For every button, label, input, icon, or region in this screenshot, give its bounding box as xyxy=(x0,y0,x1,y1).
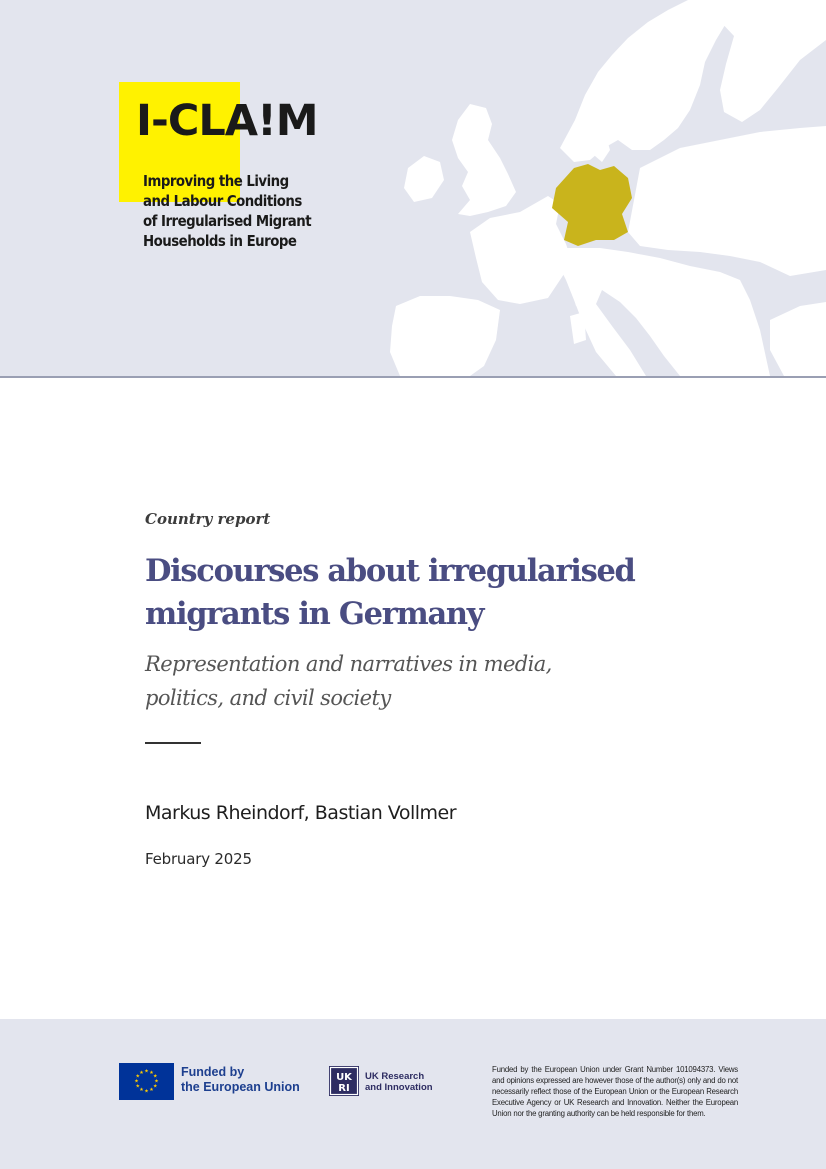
report-title xyxy=(145,550,705,636)
svg-text:★: ★ xyxy=(152,1073,158,1080)
svg-text:★: ★ xyxy=(149,1087,154,1094)
svg-text:★: ★ xyxy=(144,1088,149,1095)
ukri-mark-text-bottom: RI xyxy=(338,1083,350,1094)
eu-stars-icon xyxy=(119,1063,174,1100)
ukri-label xyxy=(365,1071,433,1093)
svg-text:★: ★ xyxy=(139,1087,144,1094)
ukri-label-line: UK Research xyxy=(365,1071,425,1082)
svg-text:★: ★ xyxy=(154,1078,159,1085)
ukri-logo-icon xyxy=(329,1066,359,1096)
publication-date: February 2025 xyxy=(145,850,252,868)
report-title-line: migrants in Germany xyxy=(145,596,484,632)
ukri-mark-icon xyxy=(329,1066,359,1096)
eu-funding-line: the European Union xyxy=(181,1080,300,1094)
report-type: Country report xyxy=(145,510,271,528)
svg-text:★: ★ xyxy=(144,1068,149,1075)
map-ireland xyxy=(404,156,444,202)
map-finland xyxy=(700,0,826,122)
logo-tagline-line: and Labour Conditions xyxy=(143,192,302,210)
svg-text:★: ★ xyxy=(152,1083,158,1090)
logo-tagline-line: of Irregularised Migrant xyxy=(143,212,312,230)
header-divider xyxy=(0,376,826,378)
svg-text:★: ★ xyxy=(149,1069,154,1076)
report-subtitle-line: politics, and civil society xyxy=(145,686,391,710)
map-eastern-europe xyxy=(628,126,826,276)
logo-tagline xyxy=(143,171,311,251)
svg-text:★: ★ xyxy=(134,1078,139,1085)
eu-funding-label xyxy=(181,1065,300,1095)
i-claim-logo xyxy=(119,82,318,257)
map-turkey xyxy=(770,302,826,376)
header-band xyxy=(0,0,826,376)
map-great-britain xyxy=(452,104,516,216)
svg-text:★: ★ xyxy=(135,1083,141,1090)
map-germany xyxy=(552,164,632,246)
authors: Markus Rheindorf, Bastian Vollmer xyxy=(145,802,457,824)
svg-text:★: ★ xyxy=(135,1073,141,1080)
logo-tagline-line: Households in Europe xyxy=(143,232,297,250)
svg-text:★: ★ xyxy=(139,1069,144,1076)
report-title-line: Discourses about irregularised xyxy=(145,553,635,589)
title-divider xyxy=(145,742,201,744)
ukri-mark-text-top: UK xyxy=(336,1072,352,1083)
map-central-europe xyxy=(558,248,770,376)
funding-disclaimer: Funded by the European Union under Grant Number 101094373. Views and opinions expressed are however those of the author(s) only and do not necessarily reflect those of the European Union or the European Research Executive Agency or UK Research and Innovation. Neither the European Union nor the granting authority can be held responsible for them. xyxy=(492,1065,738,1118)
eu-flag-icon xyxy=(119,1063,174,1100)
report-subtitle xyxy=(145,647,705,715)
report-subtitle-line: Representation and narratives in media, xyxy=(145,652,552,676)
map-sardinia xyxy=(570,312,586,344)
map-scandinavia xyxy=(560,0,740,162)
logo-tagline-line: Improving the Living xyxy=(143,172,289,190)
logo-wordmark: I-CLA!M xyxy=(136,96,318,146)
eu-funding-line: Funded by xyxy=(181,1065,245,1079)
map-iberia xyxy=(390,296,500,376)
ukri-label-line: and Innovation xyxy=(365,1082,433,1093)
